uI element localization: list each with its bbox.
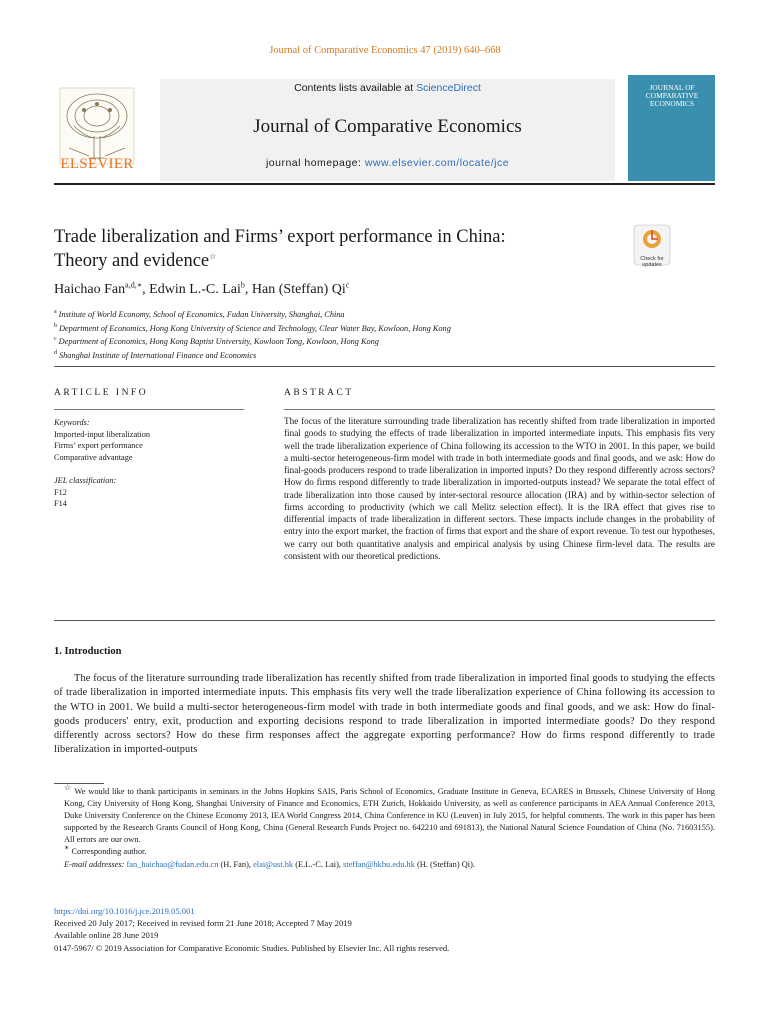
contents-line: [160, 82, 615, 94]
introduction-paragraph: The focus of the literature surrounding trade liberalization has recently shifted from trade liberalization in imported final goods to studying the effects of trade liberalization in imported intermediate inputs. This emphasis fits very well the trade liberalization experience of China following its accession to the WTO in 2001. We build a multi-sector heterogeneous-firm model with trade in both intermediate goods and final goods, and we ask: How do final-goods producers' entry, exit, production and exporting decisions respond to trade liberalization in imported intermediate goods? Do they respond differently across sectors? How do these firm responses affect the aggregate exporting performance? How do firms respond differently to trade liberalization in imported-outputs: [54, 673, 715, 756]
article-title: [54, 225, 614, 273]
jel-code: F14: [54, 499, 67, 508]
email-link[interactable]: steffan@hkbu.edu.hk: [343, 859, 415, 869]
article-title-line1: Trade liberalization and Firms’ export performance in China:: [54, 227, 506, 247]
available-online: Available online 28 June 2019: [54, 930, 159, 941]
author-affiliation-marks[interactable]: b: [240, 280, 245, 290]
affiliation-item: [54, 321, 451, 335]
author-name[interactable]: Han (Steffan) Qi: [251, 282, 346, 297]
homepage-link[interactable]: www.elsevier.com/locate/jce: [364, 157, 510, 169]
keyword-item: Firms’ export performance: [54, 441, 143, 450]
article-title-line2-wrap: [54, 249, 614, 273]
email-label: E-mail addresses:: [64, 859, 125, 869]
title-footnote-mark[interactable]: ☆: [209, 251, 217, 261]
corresponding-text: Corresponding author.: [71, 847, 147, 857]
homepage-line: [160, 157, 615, 169]
author-affiliation-marks[interactable]: c: [345, 280, 350, 290]
article-title-line2: Theory and evidence: [54, 251, 210, 271]
affiliation-mark: c: [54, 336, 57, 343]
jel-label: JEL classification:: [54, 476, 117, 485]
author-separator: ,: [244, 282, 252, 297]
copyright-notice: 0147-5967/ © 2019 Association for Comparative Economic Studies. Published by Elsevier Inc. All rights reserved.: [54, 942, 450, 953]
author-name[interactable]: Edwin L.-C. Lai: [149, 282, 241, 297]
keyword-item: Comparative advantage: [54, 452, 133, 462]
author-affiliation-marks[interactable]: a,d,∗: [125, 280, 143, 290]
affiliation-text: Shanghai Institute of International Finance and Economics: [59, 350, 257, 360]
cover-title: JOURNAL OF COMPARATIVE ECONOMICS: [645, 83, 699, 108]
keyword-item: Imported-input liberalization: [54, 429, 151, 439]
email-owner: (E.L.-C. Lai),: [293, 859, 344, 869]
elsevier-wordmark: ELSEVIER: [60, 156, 134, 172]
email-footnote: [54, 859, 715, 871]
journal-title: Journal of Comparative Economics: [253, 116, 522, 137]
introduction-heading: 1. Introduction: [54, 646, 122, 657]
jel-code: F12: [54, 487, 67, 497]
acknowledgement-footnote: [54, 783, 715, 846]
footnote-rule: [54, 783, 104, 784]
abstract-text: The focus of the literature surrounding trade liberalization has recently shifted from trade liberalization in imported final goods to studying the effects of trade liberalization in imported intermediate inputs. This emphasis fits very well the trade liberalization experience of China following its accession to the WTO in 2001. In this paper, we build a multi-sector heterogeneous-firm model with trade in both intermediate goods and final goods, and we ask: How do final-goods producers respond to trade liberalization in imported inputs? Do they respond differently across sectors? How do firms respond differently to trade liberalization in imported-outputs instead? We separate the total effect of trade liberalization into those caused by inter-sectoral resource allocation (IRA) and by within-sector selection of firms according to productivity (which we call Melitz selection effect). It is the IRA effect that gives rise to differential impacts of trade liberalization in different sectors. These impacts include changes in the probability of entry into the export market, the fraction of firms that export and the share of export revenue. To test our hypotheses, we carry out both quantitative analysis and empirical analysis by using Chinese firm-level data. The results are consistent with our theoretical predictions.: [284, 416, 715, 561]
journal-citation[interactable]: Journal of Comparative Economics 47 (2019) 640–668: [269, 45, 501, 56]
affiliation-item: [54, 334, 451, 348]
abstract-rule: [284, 409, 715, 410]
author-list: [54, 282, 349, 298]
affiliation-item: [54, 307, 451, 321]
keywords-spacer: [54, 463, 150, 475]
keywords-label: Keywords:: [54, 418, 90, 427]
corresponding-footnote: [54, 843, 715, 858]
corresponding-mark: ∗: [64, 843, 70, 853]
acknowledgement-text: We would like to thank participants in seminars in the Johns Hopkins SAIS, Paris School of Economics, Graduate Institute in Geneva, ECARES in Brussels, Chinese University of Hong Kong, City University of Hong Kong, Shanghai University of Finance and Economics, ETH Zurich, Hokkaido University, as well as conference participants in AEA Annual Conference 2013, Duke University Conference on the Chinese Economy 2013, IEA World Congress 2014, China Conference in KU (Leuven) in July 2015, for helpful comments. The work in this paper has been supported by the Research Grants Council of Hong Kong, China (General Research Funds Project no. 642210 and 691813), the National Natural Science Foundation of China (No. 71603155). All errors are our own.: [64, 787, 715, 845]
section-rule: [54, 366, 715, 367]
received-dates: Received 20 July 2017; Received in revised form 21 June 2018; Accepted 7 May 2019: [54, 918, 352, 929]
email-owner: (H. (Steffan) Qi).: [414, 859, 475, 869]
homepage-prefix: journal homepage:: [265, 157, 365, 169]
contents-prefix: Contents lists available at: [294, 82, 417, 94]
author-separator: ,: [142, 282, 150, 297]
email-link[interactable]: fan_haichao@fudan.edu.cn: [126, 859, 219, 869]
article-info-heading: ARTICLE INFO: [54, 388, 149, 398]
affiliation-text: Institute of World Economy, School of Economics, Fudan University, Shanghai, China: [58, 309, 345, 319]
affiliation-list: [54, 307, 451, 361]
affiliation-item: [54, 348, 451, 362]
footnotes: [54, 783, 715, 871]
article-info-rule: [54, 409, 244, 410]
doi-link[interactable]: https://doi.org/10.1016/j.jce.2019.05.001: [54, 906, 195, 916]
abstract-heading: ABSTRACT: [284, 388, 354, 398]
affiliation-mark: a: [54, 309, 57, 315]
keywords-block: [54, 417, 150, 510]
affiliation-mark: d: [54, 349, 57, 356]
author-name[interactable]: Haichao Fan: [54, 282, 126, 297]
affiliation-mark: b: [54, 322, 57, 329]
acknowledgement-mark: ☆: [64, 783, 72, 793]
email-owner: (H. Fan),: [218, 859, 254, 869]
publication-info: [54, 905, 449, 954]
header-rule: [54, 183, 715, 185]
section-rule: [54, 620, 715, 621]
sciencedirect-link[interactable]: ScienceDirect: [416, 82, 481, 94]
check-for-updates-label[interactable]: Check for updates: [640, 256, 664, 268]
email-link[interactable]: elai@ust.hk: [253, 859, 294, 869]
affiliation-text: Department of Economics, Hong Kong Baptist University, Kowloon Tong, Kowloon, Hong Kong: [58, 336, 379, 346]
affiliation-text: Department of Economics, Hong Kong University of Science and Technology, Clear Water Bay, Kowloon, Hong Kong: [59, 323, 451, 333]
